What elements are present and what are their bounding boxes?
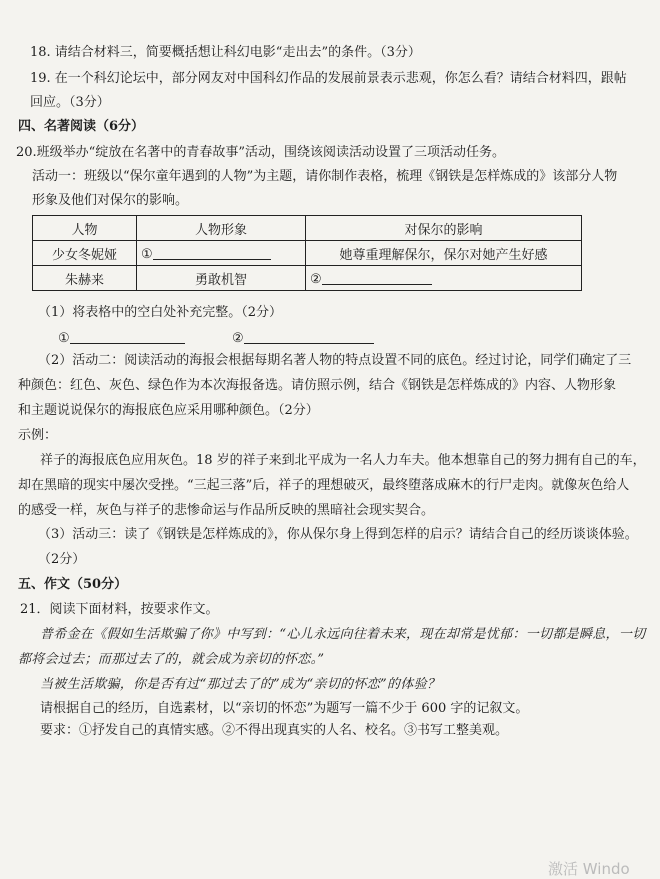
example-line1: 祥子的海报底色应用灰色。18 岁的祥子来到北平成为一名人力车夫。他本想靠自己的努力拥有自己的车，: [40, 453, 646, 468]
question-21: 21．阅读下面材料，按要求作文。: [20, 602, 219, 617]
answer-blank[interactable]: [322, 270, 432, 285]
circled-number: ②: [310, 271, 322, 287]
table-header: 人物形象: [137, 216, 306, 241]
table-cell-blank[interactable]: [306, 266, 582, 291]
sub-question-1: （1）将表格中的空白处补充完整。（2分）: [38, 305, 283, 320]
question-18: 18. 请结合材料三，简要概括想让科幻电影“走出去”的条件。（3分）: [30, 45, 421, 60]
material-line3: 当被生活欺骗，你是否有过“那过去了的”成为“亲切的怀恋”的体验？: [40, 677, 441, 692]
answer-line-2[interactable]: [232, 329, 374, 348]
sub-question-2-line3: 和主题说说保尔的海报底色应采用哪种颜色。（2分）: [18, 403, 319, 418]
table-header: 对保尔的影响: [306, 216, 582, 241]
activation-watermark: 激活 Windo: [548, 860, 630, 878]
example-label: 示例：: [18, 428, 58, 443]
answer-blank[interactable]: [244, 329, 374, 344]
table-cell-image: 勇敢机智: [137, 266, 306, 291]
material-line1: 普希金在《假如生活欺骗了你》中写到：“心儿永远向往着未来，现在却常是忧郁：一切都是瞬息，一切: [40, 627, 646, 642]
question-19-line2: 回应。（3分）: [30, 95, 110, 110]
circled-number: ①: [141, 246, 153, 262]
table-cell-blank[interactable]: [137, 241, 306, 266]
section-5-heading: 五、作文（50分）: [18, 577, 128, 592]
question-20: 20.班级举办“绽放在名著中的青春故事”活动，围绕该阅读活动设置了三项活动任务。: [16, 145, 505, 160]
requirement-line1: 请根据自己的经历，自选素材，以“亲切的怀恋”为题写一篇不少于 600 字的记叙文。: [40, 701, 529, 716]
table-cell-effect: 她尊重理解保尔，保尔对她产生好感: [306, 241, 582, 266]
answer-blank[interactable]: [70, 329, 185, 344]
character-table: [32, 215, 582, 291]
sub-question-3-line1: （3）活动三：读了《钢铁是怎样炼成的》，你从保尔身上得到怎样的启示？请结合自己的经历谈谈体验。: [38, 527, 638, 542]
example-line2: 却在黑暗的现实中屡次受挫。“三起三落”后，祥子的理想破灭，最终堕落成麻木的行尸走肉。就像灰色给人: [18, 478, 630, 493]
table-header: 人物: [33, 216, 137, 241]
sub-question-2-line2: 种颜色：红色、灰色、绿色作为本次海报备选。请仿照示例，结合《钢铁是怎样炼成的》内容、人物形象: [18, 378, 617, 393]
table-cell-name: 少女冬妮娅: [33, 241, 137, 266]
activity1-line1: 活动一：班级以“保尔童年遇到的人物”为主题，请你制作表格，梳理《钢铁是怎样炼成的》该部分人物: [32, 169, 618, 184]
table-row: [33, 241, 582, 266]
sub-question-3-line2: （2分）: [38, 552, 86, 567]
activity1-line2: 形象及他们对保尔的影响。: [32, 193, 189, 208]
question-19-line1: 19. 在一个科幻论坛中，部分网友对中国科幻作品的发展前景表示悲观，你怎么看？请结合材料四，跟帖: [30, 71, 627, 86]
table-header-row: [33, 216, 582, 241]
circled-number: ①: [58, 331, 70, 346]
answer-blank[interactable]: [153, 245, 271, 260]
section-4-heading: 四、名著阅读（6分）: [18, 119, 145, 134]
requirement-line2: 要求：①抒发自己的真情实感。②不得出现真实的人名、校名。③书写工整美观。: [40, 723, 509, 738]
sub-question-2-line1: （2）活动二：阅读活动的海报会根据每期名著人物的特点设置不同的底色。经过讨论，同学们确定了三: [38, 353, 632, 368]
circled-number: ②: [232, 331, 244, 346]
table-row: [33, 266, 582, 291]
example-line3: 的感受一样，灰色与祥子的悲惨命运与作品所反映的黑暗社会现实契合。: [18, 503, 435, 518]
material-line2: 都将会过去；而那过去了的，就会成为亲切的怀恋。”: [18, 652, 325, 667]
table-cell-name: 朱赫来: [33, 266, 137, 291]
answer-line-1[interactable]: [58, 329, 185, 348]
